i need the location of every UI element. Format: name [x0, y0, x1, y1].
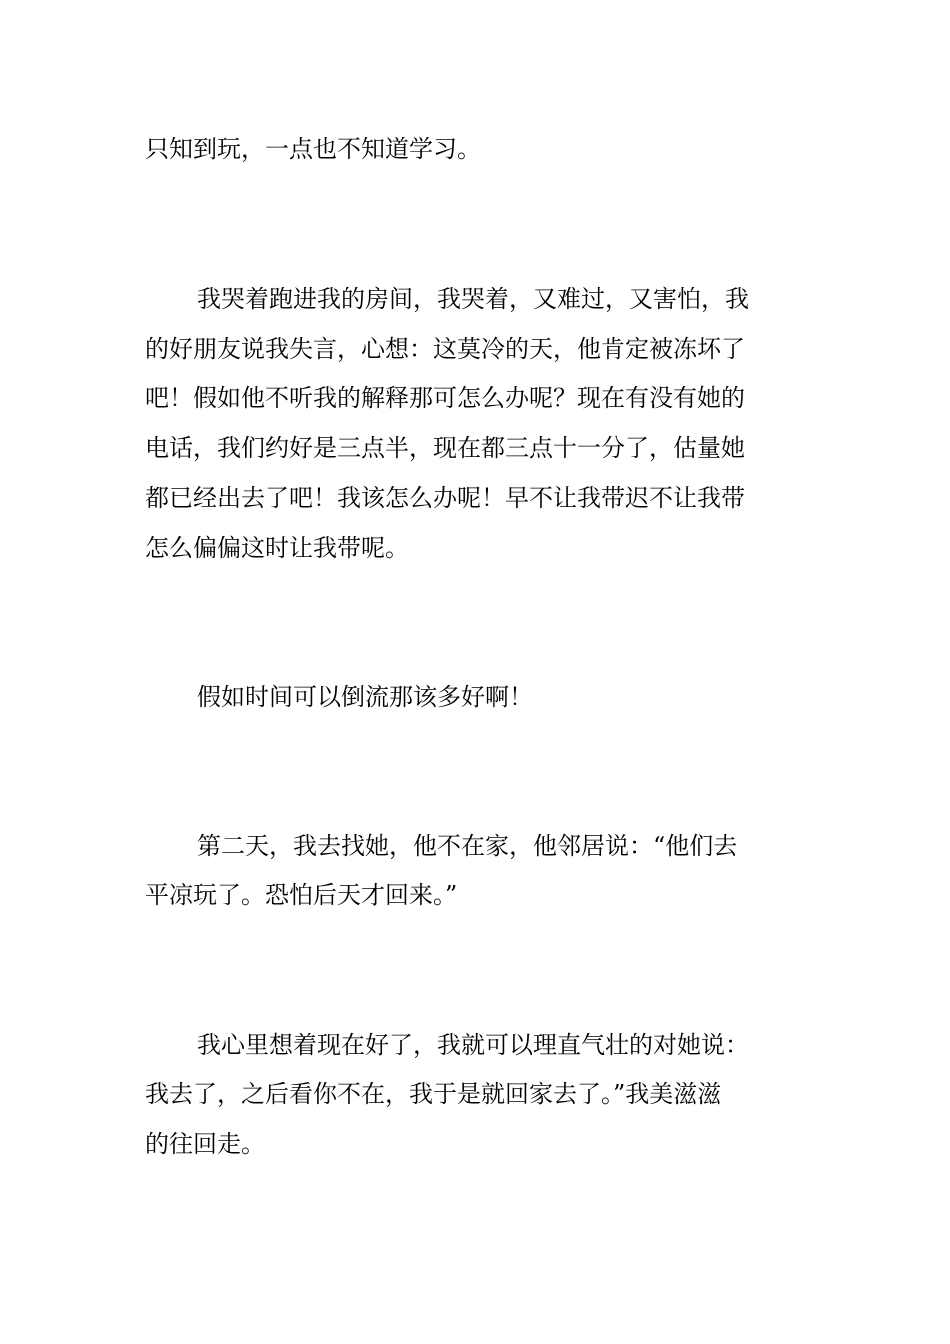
paragraph-5-line-3: 的往回走。	[145, 1130, 265, 1158]
paragraph-3-line-1: 假如时间可以倒流那该多好啊！	[197, 683, 533, 711]
paragraph-5-line-2: 我去了，之后看你不在，我于是就回家去了。”我美滋滋	[145, 1080, 722, 1108]
paragraph-2-line-4: 电话，我们约好是三点半，现在都三点十一分了，估量她	[145, 434, 745, 462]
paragraph-4-line-2: 平凉玩了。恐怕后天才回来。”	[145, 881, 458, 909]
paragraph-2-line-1: 我哭着跑进我的房间，我哭着，又难过，又害怕，我	[197, 285, 749, 313]
paragraph-4-line-1: 第二天，我去找她，他不在家，他邻居说：“他们去	[197, 832, 738, 860]
paragraph-5-line-1: 我心里想着现在好了，我就可以理直气壮的对她说：	[197, 1031, 749, 1059]
paragraph-2-line-6: 怎么偏偏这时让我带呢。	[145, 534, 409, 562]
paragraph-2-line-3: 吧！假如他不听我的解释那可怎么办呢？现在有没有她的	[145, 384, 745, 412]
paragraph-2-line-2: 的好朋友说我失言，心想：这莫冷的天，他肯定被冻坏了	[145, 335, 745, 363]
paragraph-1-line-1: 只知到玩，一点也不知道学习。	[145, 135, 481, 163]
paragraph-2-line-5: 都已经出去了吧！我该怎么办呢！早不让我带迟不让我带	[145, 484, 745, 512]
